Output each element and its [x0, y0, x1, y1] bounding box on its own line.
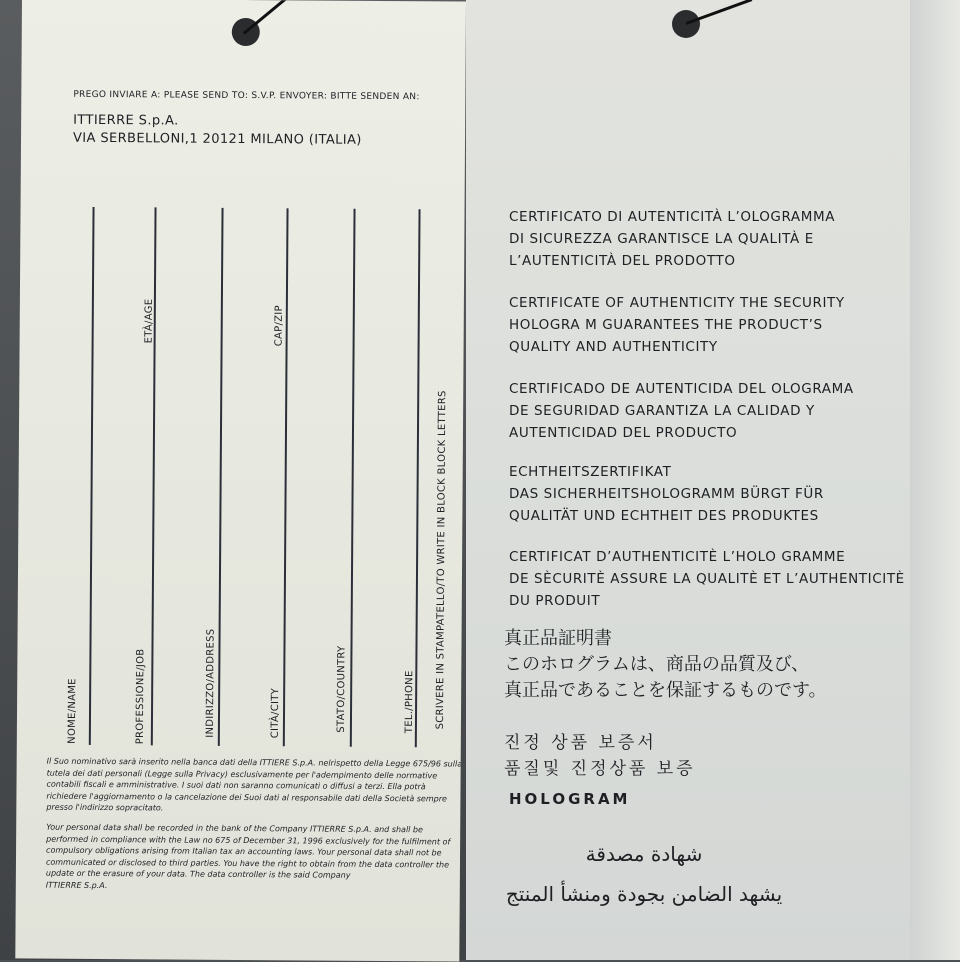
- field-label-city: CITÀ/CITY: [269, 687, 282, 739]
- company-name: ITTIERRE S.p.A.: [73, 112, 179, 129]
- certificate-english: CERTIFICATE OF AUTHENTICITY THE SECURITY HOLOGRA M GUARANTEES THE PRODUCT’S QUALITY AND AUTHENTICITY: [509, 295, 845, 355]
- field-label-address: INDIRIZZO/ADDRESS: [204, 628, 217, 738]
- form-line-job: [151, 207, 156, 745]
- field-label-age: ETÀ/AGE: [143, 298, 155, 344]
- privacy-notice-italian: Il Suo nominativo sarà inserito nella banca dati della ITTIERE S.p.A. nelrispetto della Legge 675/96 sulla tutela dei dati personali (Legge sulla Privacy) esclusivamente per l'adempimento delle normative contabili fiscali e amministrative. I suoi dati non saranno comunicati o diffusi a terzi. Ella potrà richiedere l'aggiornamento o la cancelazione dei Suoi dati al responsabile dati della Società sempre presso l'indirizzo sopracitato.: [46, 756, 463, 813]
- form-line-city: [283, 208, 288, 746]
- field-label-name: NOME/NAME: [66, 678, 79, 744]
- certificate-arabic: شهادة مصدقة يشهد الضامن بجودة ومنشأ المنتج: [505, 842, 783, 906]
- authenticity-card: [466, 0, 922, 960]
- certificate-italian: CERTIFICATO DI AUTENTICITÀ L’OLOGRAMMA DI SICUREZZA GARANTISCE LA QUALITÀ E L’AUTENTICITÀ DEL PRODOTTO: [509, 209, 836, 269]
- field-label-block-letters: SCRIVERE IN STAMPATELLO/TO WRITE IN BLOCK BLOCK LETTERS: [434, 390, 449, 730]
- field-label-country: STATO/COUNTRY: [335, 645, 348, 733]
- company-address: VIA SERBELLONI,1 20121 MILANO (ITALIA): [72, 130, 362, 148]
- hologram-label: HOLOGRAM: [509, 790, 631, 808]
- send-to-line: PREGO INVIARE A: PLEASE SEND TO: S.V.P. ENVOYER: BITTE SENDEN AN:: [73, 89, 420, 103]
- registration-card: [15, 0, 466, 962]
- certificate-japanese: 真正品証明書 このホログラムは、商品の品質及び、 真正品であることを保証するものです。: [504, 628, 827, 701]
- form-line-country: [350, 209, 355, 747]
- hang-string: [685, 0, 752, 25]
- form-line-name: [89, 207, 94, 745]
- privacy-signature: ITTIERRE S.p.A.: [45, 880, 108, 891]
- form-line-phone: [415, 209, 420, 747]
- certificate-french: CERTIFICAT D’AUTHENTICITÈ L’HOLO GRAMME DE SÈCURITÈ ASSURE LA QUALITÈ ET L’AUTHENTICITÈ DU PRODUIT: [509, 549, 905, 609]
- privacy-notice: [46, 756, 466, 894]
- field-label-job: PROFESSIONE/JOB: [134, 648, 147, 745]
- hang-string: [243, 0, 291, 35]
- certificate-korean: 진정 상품 보증서 품질및 진정상품 보증: [504, 733, 696, 779]
- field-label-phone: TEL./PHONE: [403, 670, 416, 734]
- privacy-notice-english: Your personal data shall be recorded in the bank of the Company ITTIERRE S.p.A. and shall be performed in compliance with the Law no 675 of December 31, 1996 exclusively for the fulfilment of compulsory obligations arising from Italian tax an accounting laws. Your personal data shall not be communicated or disclosed to third parties. You have the right to obtain from the data controller the update or the erasure of your data. The data controller is the said Company: [45, 822, 451, 881]
- third-card-edge: [910, 0, 960, 960]
- certificate-german: ECHTHEITSZERTIFIKAT DAS SICHERHEITSHOLOGRAMM BÜRGT FÜR QUALITÄT UND ECHTHEIT DES PRODUKTES: [509, 464, 824, 524]
- field-label-zip: CAP/ZIP: [273, 305, 285, 347]
- form-line-address: [218, 208, 223, 746]
- certificate-spanish: CERTIFICADO DE AUTENTICIDA DEL OLOGRAMA DE SEGURIDAD GARANTIZA LA CALIDAD Y AUTENTICIDAD DEL PRODUCTO: [509, 381, 854, 441]
